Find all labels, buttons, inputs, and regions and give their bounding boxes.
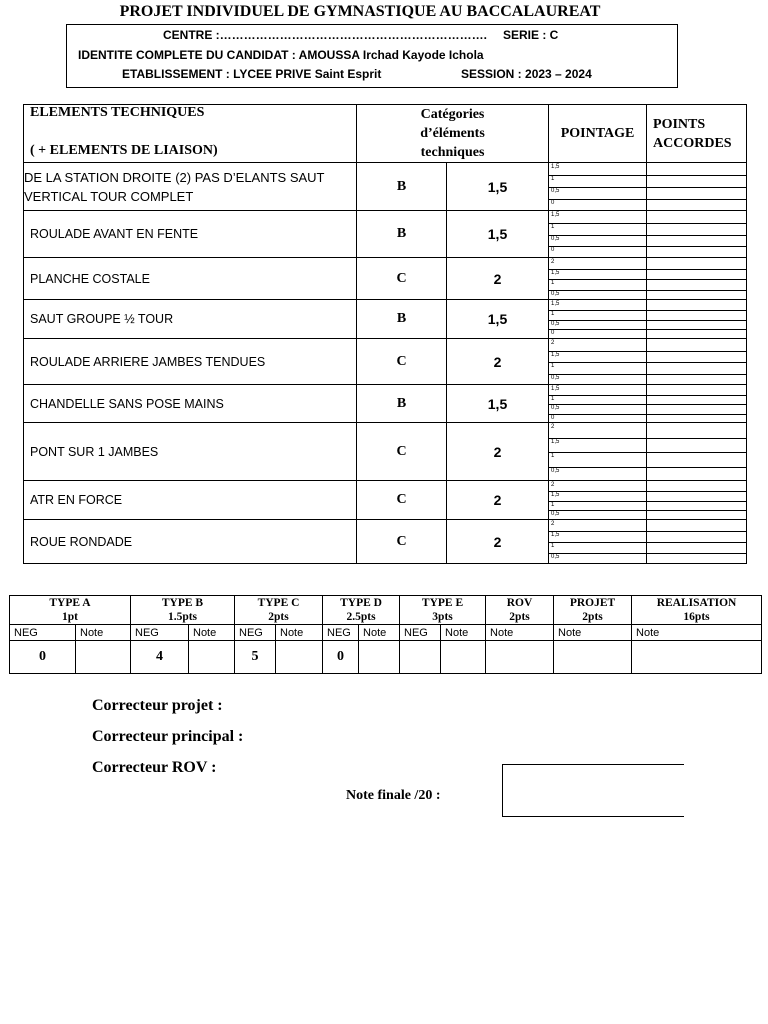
points-divider — [647, 542, 746, 543]
note-label-c: Note — [276, 625, 323, 641]
element-category: C — [357, 339, 447, 385]
pointage-divider — [549, 362, 646, 363]
pointage-option: 0 — [551, 200, 555, 206]
header-categories: Catégories d’éléments techniques — [357, 105, 549, 163]
header-elements — [24, 105, 357, 163]
pointage-option: 0,5 — [551, 405, 560, 411]
element-category: C — [357, 520, 447, 564]
element-category: C — [357, 258, 447, 300]
pointage-divider — [549, 467, 646, 468]
pointage-cell — [549, 211, 647, 258]
pointage-option: 2 — [551, 424, 555, 430]
pointage-divider — [549, 510, 646, 511]
pointage-option: 1,5 — [551, 269, 560, 276]
pointage-option: 1,5 — [551, 532, 560, 538]
pointage-option: 1 — [551, 543, 555, 549]
pointage-divider — [549, 199, 646, 200]
neg-label-c: NEG — [235, 625, 276, 641]
pointage-option: 1,5 — [551, 386, 560, 392]
pointage-option: 0,5 — [551, 188, 560, 194]
note-value-e — [441, 641, 486, 674]
pointage-divider — [549, 452, 646, 453]
points-divider — [647, 452, 746, 453]
pointage-divider — [549, 351, 646, 352]
points-accordes-cell[interactable] — [647, 385, 747, 423]
type-a-header: TYPE A 1pt — [10, 596, 131, 625]
neg-value-b: 4 — [131, 641, 189, 674]
points-divider — [647, 199, 746, 200]
pointage-option: 0,5 — [551, 320, 560, 327]
note-label-e: Note — [441, 625, 486, 641]
pointage-cell — [549, 520, 647, 564]
element-name: ROUE RONDADE — [24, 520, 357, 564]
pointage-option: 1 — [551, 501, 555, 508]
note-label-a: Note — [76, 625, 131, 641]
points-divider — [647, 362, 746, 363]
note-value-a — [76, 641, 131, 674]
pointage-option: 1,5 — [551, 301, 560, 307]
serie-field: SERIE : C — [503, 28, 559, 42]
pointage-cell — [549, 423, 647, 481]
points-divider — [647, 374, 746, 375]
element-value: 1,5 — [447, 211, 549, 258]
pointage-divider — [549, 246, 646, 247]
pointage-divider — [549, 175, 646, 176]
note-label-b: Note — [189, 625, 235, 641]
element-row — [24, 520, 747, 564]
note-value-realisation — [632, 641, 762, 674]
element-value: 2 — [447, 339, 549, 385]
school-field: ETABLISSEMENT : LYCEE PRIVE Saint Esprit — [122, 67, 382, 81]
note-value-d — [359, 641, 400, 674]
element-category: C — [357, 423, 447, 481]
element-row — [24, 258, 747, 300]
points-accordes-cell[interactable] — [647, 258, 747, 300]
pointage-option: 1,5 — [551, 351, 560, 358]
element-name: ROULADE ARRIERE JAMBES TENDUES — [24, 339, 357, 385]
pointage-option: 0,5 — [551, 467, 560, 474]
points-divider — [647, 187, 746, 188]
points-accordes-cell[interactable] — [647, 339, 747, 385]
neg-value-c: 5 — [235, 641, 276, 674]
element-name: ATR EN FORCE — [24, 481, 357, 520]
neg-value-d: 0 — [323, 641, 359, 674]
neg-value-a: 0 — [10, 641, 76, 674]
points-accordes-cell[interactable] — [647, 481, 747, 520]
element-category: C — [357, 481, 447, 520]
element-row — [24, 300, 747, 339]
pointage-option: 1 — [551, 453, 555, 459]
points-divider — [647, 290, 746, 291]
points-accordes-cell[interactable] — [647, 163, 747, 211]
element-name: DE LA STATION DROITE (2) PAS D’ELANTS SAUT VERTICAL TOUR COMPLET — [24, 163, 357, 211]
note-label-realisation: Note — [632, 625, 762, 641]
element-row — [24, 423, 747, 481]
pointage-divider — [549, 542, 646, 543]
points-divider — [647, 329, 746, 330]
pointage-divider — [549, 531, 646, 532]
points-divider — [647, 223, 746, 224]
header-pointage: POINTAGE — [549, 105, 647, 163]
neg-label-a: NEG — [10, 625, 76, 641]
pointage-divider — [549, 320, 646, 321]
element-row — [24, 339, 747, 385]
pointage-divider — [549, 414, 646, 415]
pointage-cell — [549, 258, 647, 300]
points-divider — [647, 491, 746, 492]
header-elements-line1: ELEMENTS TECHNIQUES — [30, 105, 205, 120]
points-divider — [647, 467, 746, 468]
pointage-option: 0,5 — [551, 290, 560, 297]
element-name: CHANDELLE SANS POSE MAINS — [24, 385, 357, 423]
note-value-projet — [554, 641, 632, 674]
header-points-accordes: POINTS ACCORDES — [647, 105, 747, 163]
pointage-option: 0 — [551, 330, 555, 337]
technical-elements-table — [23, 104, 747, 564]
page-title: PROJET INDIVIDUEL DE GYMNASTIQUE AU BACCALAUREAT — [119, 3, 601, 20]
type-e-header: TYPE E 3pts — [400, 596, 486, 625]
element-name: PONT SUR 1 JAMBES — [24, 423, 357, 481]
neg-label-e: NEG — [400, 625, 441, 641]
projet-header: PROJET 2pts — [554, 596, 632, 625]
pointage-divider — [549, 374, 646, 375]
correcteur-projet-label: Correcteur projet : — [92, 697, 223, 714]
pointage-divider — [549, 310, 646, 311]
points-divider — [647, 501, 746, 502]
pointage-option: 2 — [551, 521, 555, 527]
correcteur-principal-label: Correcteur principal : — [92, 728, 244, 745]
element-name: PLANCHE COSTALE — [24, 258, 357, 300]
pointage-option: 2 — [551, 340, 555, 346]
points-divider — [647, 310, 746, 311]
pointage-cell — [549, 385, 647, 423]
correcteur-rov-label: Correcteur ROV : — [92, 759, 217, 776]
note-finale-box[interactable] — [502, 764, 684, 817]
pointage-option: 0,5 — [551, 374, 560, 381]
element-category: B — [357, 300, 447, 339]
pointage-option: 2 — [551, 482, 555, 488]
pointage-option: 1,5 — [551, 438, 560, 445]
pointage-divider — [549, 290, 646, 291]
pointage-option: 1 — [551, 223, 555, 230]
pointage-divider — [549, 438, 646, 439]
pointage-option: 1,5 — [551, 164, 560, 170]
type-b-header: TYPE B 1.5pts — [131, 596, 235, 625]
element-row — [24, 211, 747, 258]
pointage-option: 1,5 — [551, 212, 560, 218]
points-divider — [647, 320, 746, 321]
realisation-header: REALISATION 16pts — [632, 596, 762, 625]
points-divider — [647, 246, 746, 247]
points-divider — [647, 351, 746, 352]
points-accordes-cell[interactable] — [647, 520, 747, 564]
element-value: 2 — [447, 520, 549, 564]
pointage-option: 1 — [551, 280, 555, 286]
points-divider — [647, 175, 746, 176]
pointage-option: 0,5 — [551, 235, 560, 242]
pointage-divider — [549, 223, 646, 224]
points-divider — [647, 269, 746, 270]
pointage-cell — [549, 339, 647, 385]
pointage-divider — [549, 395, 646, 396]
neg-label-d: NEG — [323, 625, 359, 641]
element-name: ROULADE AVANT EN FENTE — [24, 211, 357, 258]
element-name: SAUT GROUPE ½ TOUR — [24, 300, 357, 339]
element-row — [24, 385, 747, 423]
neg-label-b: NEG — [131, 625, 189, 641]
pointage-divider — [549, 329, 646, 330]
element-row — [24, 163, 747, 211]
session-field: SESSION : 2023 – 2024 — [461, 67, 592, 81]
points-divider — [647, 414, 746, 415]
pointage-option: 0,5 — [551, 511, 560, 518]
note-label-rov: Note — [486, 625, 554, 641]
points-accordes-cell[interactable] — [647, 211, 747, 258]
element-value: 1,5 — [447, 300, 549, 339]
points-divider — [647, 438, 746, 439]
pointage-option: 2 — [551, 259, 555, 265]
pointage-option: 1 — [551, 176, 555, 182]
neg-value-e — [400, 641, 441, 674]
note-value-c — [276, 641, 323, 674]
pointage-divider — [549, 404, 646, 405]
type-c-header: TYPE C 2pts — [235, 596, 323, 625]
pointage-option: 1 — [551, 363, 555, 369]
pointage-divider — [549, 501, 646, 502]
element-value: 2 — [447, 423, 549, 481]
score-summary-table — [9, 595, 762, 674]
candidate-info-box — [66, 24, 678, 88]
pointage-divider — [549, 553, 646, 554]
pointage-option: 0 — [551, 414, 555, 421]
element-value: 2 — [447, 481, 549, 520]
pointage-cell — [549, 163, 647, 211]
pointage-divider — [549, 491, 646, 492]
element-value: 1,5 — [447, 163, 549, 211]
pointage-divider — [549, 279, 646, 280]
element-category: B — [357, 163, 447, 211]
element-row — [24, 481, 747, 520]
note-value-b — [189, 641, 235, 674]
centre-field: CENTRE :…………………………………………………………. — [163, 28, 487, 42]
pointage-option: 1 — [551, 395, 555, 402]
element-category: B — [357, 385, 447, 423]
pointage-option: 1 — [551, 310, 555, 317]
rov-header: ROV 2pts — [486, 596, 554, 625]
pointage-option: 1,5 — [551, 491, 560, 498]
pointage-divider — [549, 235, 646, 236]
candidate-identity-field: IDENTITE COMPLETE DU CANDIDAT : AMOUSSA Irchad Kayode Ichola — [78, 48, 484, 62]
pointage-divider — [549, 187, 646, 188]
header-elements-line2: ( + ELEMENTS DE LIAISON) — [30, 143, 218, 158]
points-divider — [647, 553, 746, 554]
pointage-divider — [549, 269, 646, 270]
points-divider — [647, 510, 746, 511]
pointage-cell — [549, 300, 647, 339]
points-divider — [647, 235, 746, 236]
note-label-projet: Note — [554, 625, 632, 641]
element-value: 2 — [447, 258, 549, 300]
points-divider — [647, 531, 746, 532]
pointage-cell — [549, 481, 647, 520]
pointage-option: 0 — [551, 247, 555, 254]
element-category: B — [357, 211, 447, 258]
note-value-rov — [486, 641, 554, 674]
element-value: 1,5 — [447, 385, 549, 423]
points-divider — [647, 404, 746, 405]
pointage-option: 0,5 — [551, 554, 560, 560]
note-label-d: Note — [359, 625, 400, 641]
points-divider — [647, 279, 746, 280]
type-d-header: TYPE D 2.5pts — [323, 596, 400, 625]
points-accordes-cell[interactable] — [647, 300, 747, 339]
note-finale-label: Note finale /20 : — [346, 788, 441, 803]
points-accordes-cell[interactable] — [647, 423, 747, 481]
points-divider — [647, 395, 746, 396]
